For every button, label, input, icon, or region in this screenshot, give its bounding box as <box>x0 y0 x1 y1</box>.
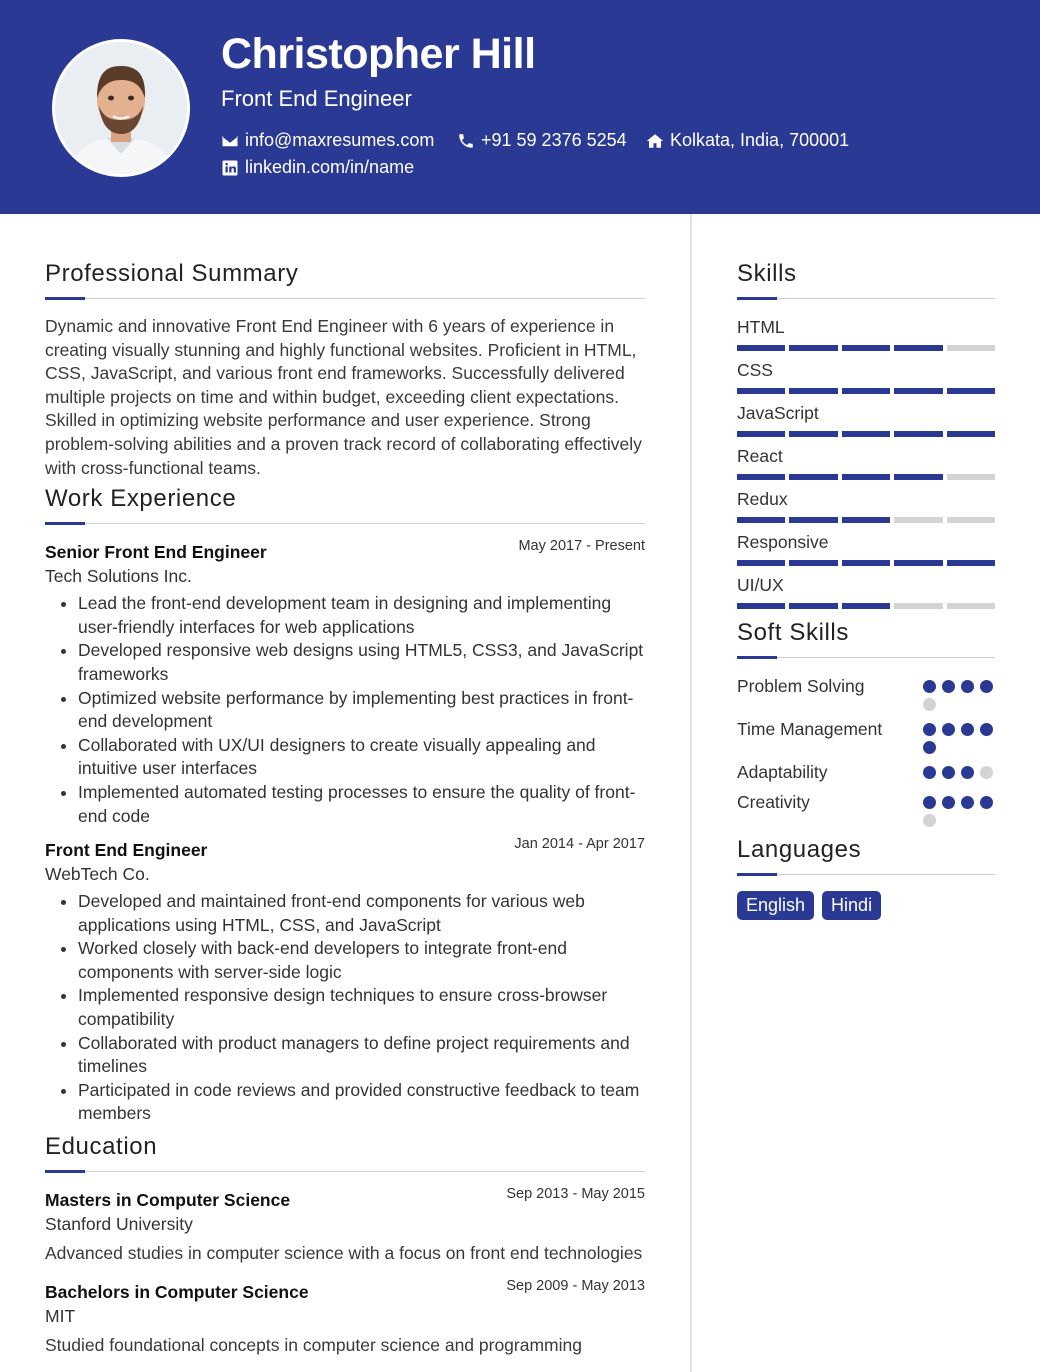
soft-skill-item <box>737 717 995 754</box>
languages-list <box>737 891 995 920</box>
sidebar-column <box>737 257 995 920</box>
rating-dot <box>923 723 936 736</box>
job-dates: May 2017 - Present <box>518 538 645 555</box>
job-role: Front End Engineer <box>45 840 208 861</box>
skill-level-segment <box>894 517 942 523</box>
soft-skills-heading: Soft Skills <box>737 619 849 646</box>
job-bullet: • Developed and maintained front-end components for various web applications using HTML, CSS, and JavaScript <box>78 890 645 937</box>
rating-dot <box>961 680 974 693</box>
heading-rule <box>45 298 645 299</box>
job-company: Tech Solutions Inc. <box>45 566 192 587</box>
job-bullet: • Optimized website performance by implementing best practices in front-end development <box>78 687 645 734</box>
section-header <box>737 616 995 660</box>
skill-level-segment <box>947 517 995 523</box>
school: Stanford University <box>45 1214 193 1235</box>
skill-name: Redux <box>737 489 788 509</box>
job-bullet: • Implemented automated testing processes to ensure the quality of front-end code <box>78 781 645 828</box>
avatar <box>52 39 190 177</box>
rating-dot <box>923 814 936 827</box>
degree: Masters in Computer Science <box>45 1190 291 1211</box>
job-bullet: • Participated in code reviews and provided constructive feedback to team members <box>78 1079 645 1126</box>
skills-heading: Skills <box>737 260 797 287</box>
job-title: Front End Engineer <box>221 86 412 111</box>
skill-level-bar <box>737 345 995 351</box>
soft-skill-name: Problem Solving <box>737 676 865 696</box>
job-company: WebTech Co. <box>45 864 150 885</box>
skill-level-segment <box>737 517 785 523</box>
skill-item <box>737 530 995 566</box>
experience-heading: Work Experience <box>45 485 237 513</box>
soft-skill-item <box>737 790 995 827</box>
skill-level-segment <box>737 474 785 480</box>
contact-phone[interactable] <box>457 130 627 151</box>
main-column <box>45 257 645 1369</box>
soft-skill-rating <box>923 760 995 779</box>
skill-level-segment <box>894 345 942 351</box>
email-text: info@maxresumes.com <box>245 130 435 150</box>
job-bullets <box>45 592 645 828</box>
skill-level-bar <box>737 603 995 609</box>
skills-list <box>737 315 995 609</box>
rating-dot <box>961 766 974 779</box>
skill-level-segment <box>737 603 785 609</box>
job-bullet: • Worked closely with back-end developers to integrate front-end components with server-side logic <box>78 937 645 984</box>
rating-dot <box>980 723 993 736</box>
skill-level-segment <box>789 603 837 609</box>
envelope-icon <box>221 132 239 150</box>
rating-dot <box>961 723 974 736</box>
job-dates: Jan 2014 - Apr 2017 <box>514 836 645 853</box>
summary-section <box>45 257 645 480</box>
skill-item <box>737 358 995 394</box>
soft-skills-section <box>737 616 995 827</box>
languages-heading: Languages <box>737 836 862 863</box>
candidate-name: Christopher Hill <box>221 30 536 78</box>
skill-level-segment <box>894 474 942 480</box>
experience-section <box>45 482 645 1126</box>
skill-level-segment <box>737 388 785 394</box>
skill-name: React <box>737 446 783 466</box>
skill-name: UI/UX <box>737 575 784 595</box>
skill-level-segment <box>737 345 785 351</box>
linkedin-text: linkedin.com/in/name <box>245 157 415 177</box>
soft-skill-item <box>737 760 995 784</box>
rating-dot <box>942 766 955 779</box>
skill-level-segment <box>842 474 890 480</box>
education-section <box>45 1130 645 1357</box>
home-icon <box>646 132 664 150</box>
heading-rule <box>45 1171 645 1172</box>
soft-skill-name: Adaptability <box>737 762 828 782</box>
skill-item <box>737 315 995 351</box>
skill-level-segment <box>947 388 995 394</box>
rating-dot <box>923 796 936 809</box>
skill-level-bar <box>737 474 995 480</box>
skill-level-segment <box>842 431 890 437</box>
skill-name: Responsive <box>737 532 829 552</box>
skill-item <box>737 444 995 480</box>
education-dates: Sep 2009 - May 2013 <box>506 1277 645 1294</box>
education-entry <box>45 1277 645 1358</box>
job-bullet: • Implemented responsive design techniques to ensure cross-browser compatibility <box>78 984 645 1031</box>
skill-level-bar <box>737 431 995 437</box>
language-badge: English <box>737 891 814 920</box>
job-role: Senior Front End Engineer <box>45 542 267 563</box>
skill-level-segment <box>894 388 942 394</box>
soft-skill-name: Creativity <box>737 792 810 812</box>
rating-dot <box>923 766 936 779</box>
contact-location <box>646 130 849 151</box>
languages-section <box>737 833 995 920</box>
heading-rule <box>45 523 645 524</box>
rating-dot <box>980 766 993 779</box>
rating-dot <box>961 796 974 809</box>
skill-level-segment <box>789 431 837 437</box>
heading-accent <box>45 297 85 300</box>
skill-level-bar <box>737 517 995 523</box>
skill-level-segment <box>737 431 785 437</box>
skill-item <box>737 573 995 609</box>
profile-photo <box>55 42 187 174</box>
summary-text: Dynamic and innovative Front End Engineer with 6 years of experience in creating visually stunning and highly functional websites. Proficient in HTML, CSS, JavaScript, and various front end frameworks. Successfully delivered multiple projects on time and within budget, exceeding client expectations. Skilled in optimizing website performance and user experience. Strong problem-solving abilities and a proven track record of collaborating effectively with cross-functional teams. <box>45 316 642 478</box>
heading-accent <box>45 522 85 525</box>
rating-dot <box>942 723 955 736</box>
section-header <box>45 1130 645 1174</box>
section-header <box>737 257 995 301</box>
education-description: Advanced studies in computer science with a focus on front end technologies <box>45 1243 643 1264</box>
skill-name: HTML <box>737 317 785 337</box>
heading-accent <box>737 656 777 659</box>
soft-skill-rating <box>923 717 995 754</box>
resume-header <box>0 0 1040 214</box>
section-header <box>737 833 995 877</box>
phone-icon <box>457 132 475 150</box>
education-description: Studied foundational concepts in computer science and programming <box>45 1334 582 1355</box>
skill-level-segment <box>842 388 890 394</box>
column-divider <box>690 214 692 1372</box>
skill-level-segment <box>947 431 995 437</box>
heading-accent <box>45 1170 85 1173</box>
skill-level-segment <box>894 431 942 437</box>
skill-level-segment <box>894 560 942 566</box>
skill-name: JavaScript <box>737 403 819 423</box>
degree: Bachelors in Computer Science <box>45 1281 309 1302</box>
summary-heading: Professional Summary <box>45 260 299 287</box>
job-entry <box>45 540 645 828</box>
education-heading: Education <box>45 1133 158 1161</box>
contact-email[interactable] <box>221 130 434 151</box>
skill-level-segment <box>789 345 837 351</box>
soft-skill-rating <box>923 674 995 711</box>
section-header <box>45 257 645 301</box>
heading-accent <box>737 297 777 300</box>
skill-item <box>737 487 995 523</box>
job-bullet: • Collaborated with UX/UI designers to create visually appealing and intuitive user interfaces <box>78 734 645 781</box>
skill-level-segment <box>842 560 890 566</box>
heading-accent <box>737 873 777 876</box>
skill-level-segment <box>842 517 890 523</box>
linkedin-icon <box>221 159 239 177</box>
rating-dot <box>923 680 936 693</box>
skill-level-bar <box>737 560 995 566</box>
section-header <box>45 482 645 526</box>
skill-level-segment <box>737 560 785 566</box>
job-bullet: • Developed responsive web designs using HTML5, CSS3, and JavaScript frameworks <box>78 639 645 686</box>
education-entry <box>45 1188 645 1266</box>
school: MIT <box>45 1305 76 1326</box>
rating-dot <box>980 796 993 809</box>
language-badge: Hindi <box>822 891 881 920</box>
skill-level-segment <box>789 388 837 394</box>
soft-skills-list <box>737 674 995 827</box>
rating-dot <box>942 680 955 693</box>
skill-level-segment <box>842 345 890 351</box>
skill-level-segment <box>789 560 837 566</box>
skill-name: CSS <box>737 360 773 380</box>
rating-dot <box>923 741 936 754</box>
skill-level-segment <box>947 603 995 609</box>
skill-level-segment <box>894 603 942 609</box>
skill-item <box>737 401 995 437</box>
job-bullet: • Collaborated with product managers to define project requirements and timelines <box>78 1032 645 1079</box>
skill-level-segment <box>947 474 995 480</box>
soft-skill-item <box>737 674 995 711</box>
skill-level-segment <box>947 345 995 351</box>
skill-level-segment <box>842 603 890 609</box>
job-bullet: • Lead the front-end development team in designing and implementing user-friendly interfaces for web applications <box>78 592 645 639</box>
skill-level-bar <box>737 388 995 394</box>
skill-level-segment <box>947 560 995 566</box>
skill-level-segment <box>789 474 837 480</box>
rating-dot <box>942 796 955 809</box>
skill-level-segment <box>789 517 837 523</box>
skills-section <box>737 257 995 609</box>
rating-dot <box>980 680 993 693</box>
phone-text: +91 59 2376 5254 <box>481 130 627 150</box>
location-text: Kolkata, India, 700001 <box>670 130 850 150</box>
contact-linkedin[interactable] <box>221 157 414 178</box>
soft-skill-rating <box>923 790 995 827</box>
rating-dot <box>923 698 936 711</box>
education-dates: Sep 2013 - May 2015 <box>506 1186 645 1203</box>
soft-skill-name: Time Management <box>737 719 883 739</box>
job-bullets <box>45 890 645 1126</box>
job-entry <box>45 838 645 1126</box>
